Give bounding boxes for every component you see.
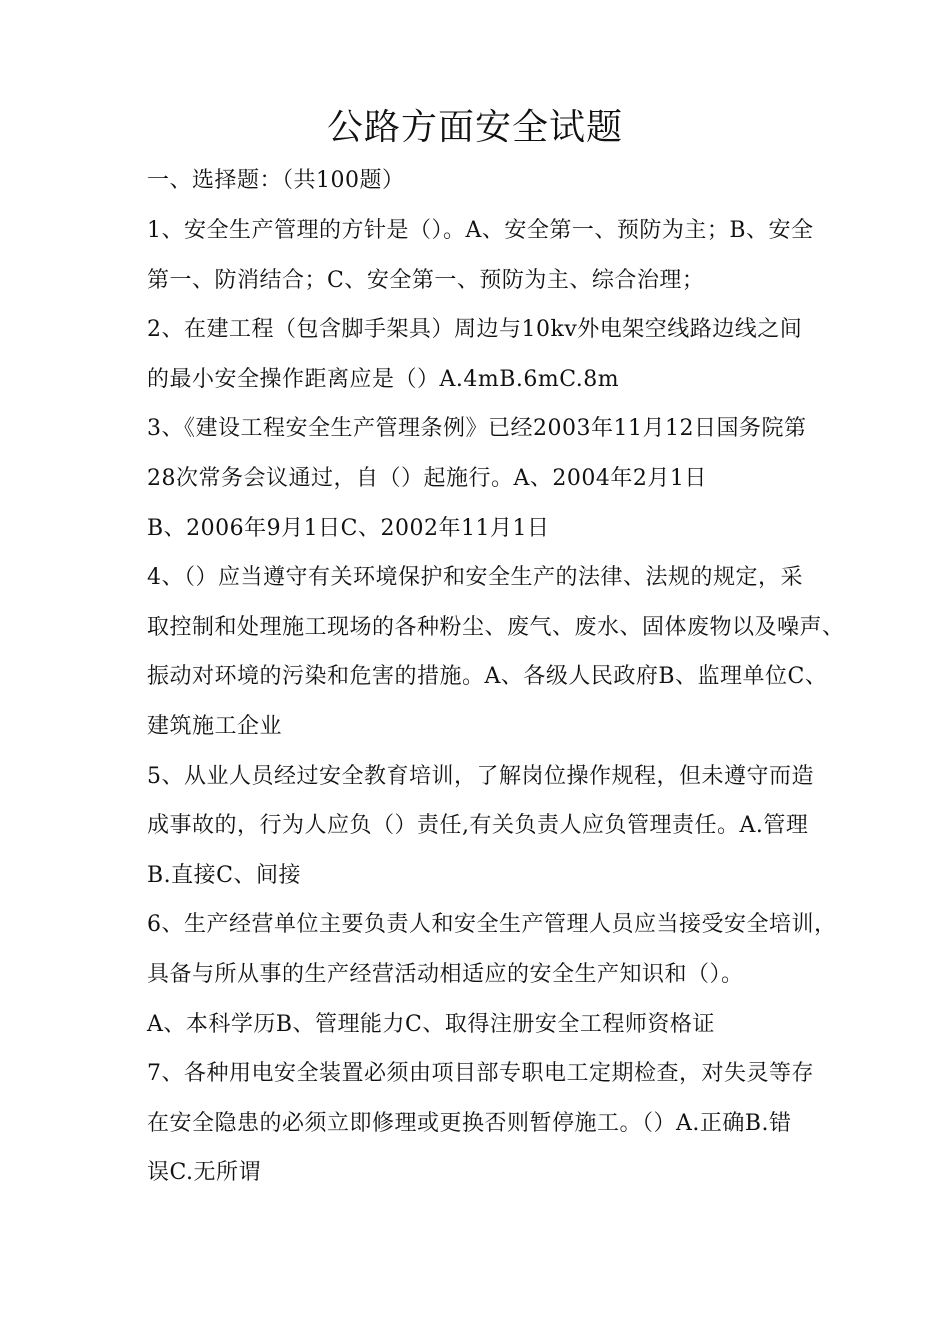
text-line: 6、生产经营单位主要负责人和安全生产管理人员应当接受安全培训， <box>147 912 837 937</box>
text-line: 28次常务会议通过，自（）起施行。A、2004年2月1日 <box>147 466 707 491</box>
text-line: 4、（）应当遵守有关环境保护和安全生产的法律、法规的规定，采 <box>147 565 803 590</box>
text-line: 2、在建工程（包含脚手架具）周边与10kv外电架空线路边线之间 <box>147 317 803 342</box>
text-line: 取控制和处理施工现场的各种粉尘、废气、废水、固体废物以及噪声、 <box>147 615 845 640</box>
text-line: 的最小安全操作距离应是（）A.4mB.6mC.8m <box>147 367 620 392</box>
text-line: 成事故的，行为人应负（）责任,有关负责人应负管理责任。A.管理 <box>147 813 809 838</box>
text-line: 具备与所从事的生产经营活动相适应的安全生产知识和（）。 <box>147 962 744 987</box>
text-line: 振动对环境的污染和危害的措施。A、各级人民政府B、监理单位C、 <box>147 664 828 689</box>
text-line: 第一、防消结合；C、安全第一、预防为主、综合治理； <box>147 268 705 293</box>
text-line: 误C.无所谓 <box>147 1160 262 1185</box>
text-line: 建筑施工企业 <box>147 714 283 739</box>
document-title: 公路方面安全试题 <box>326 107 623 148</box>
text-line: 7、各种用电安全装置必须由项目部专职电工定期检查，对失灵等存 <box>147 1061 814 1086</box>
text-line: B.直接C、间接 <box>147 863 301 888</box>
text-line: A、本科学历B、管理能力C、取得注册安全工程师资格证 <box>147 1012 715 1037</box>
text-line: 5、从业人员经过安全教育培训，了解岗位操作规程，但未遵守而造 <box>147 764 814 789</box>
section-heading: 一、选择题：（共100题） <box>147 168 405 193</box>
text-line: 1、安全生产管理的方针是（）。A、安全第一、预防为主；B、安全 <box>147 218 814 243</box>
text-line: 在安全隐患的必须立即修理或更换否则暂停施工。（）A.正确B.错 <box>147 1111 792 1136</box>
text-line: 3、《建设工程安全生产管理条例》已经2003年11月12日国务院第 <box>147 416 807 441</box>
text-line: B、2006年9月1日C、2002年11月1日 <box>147 516 550 541</box>
